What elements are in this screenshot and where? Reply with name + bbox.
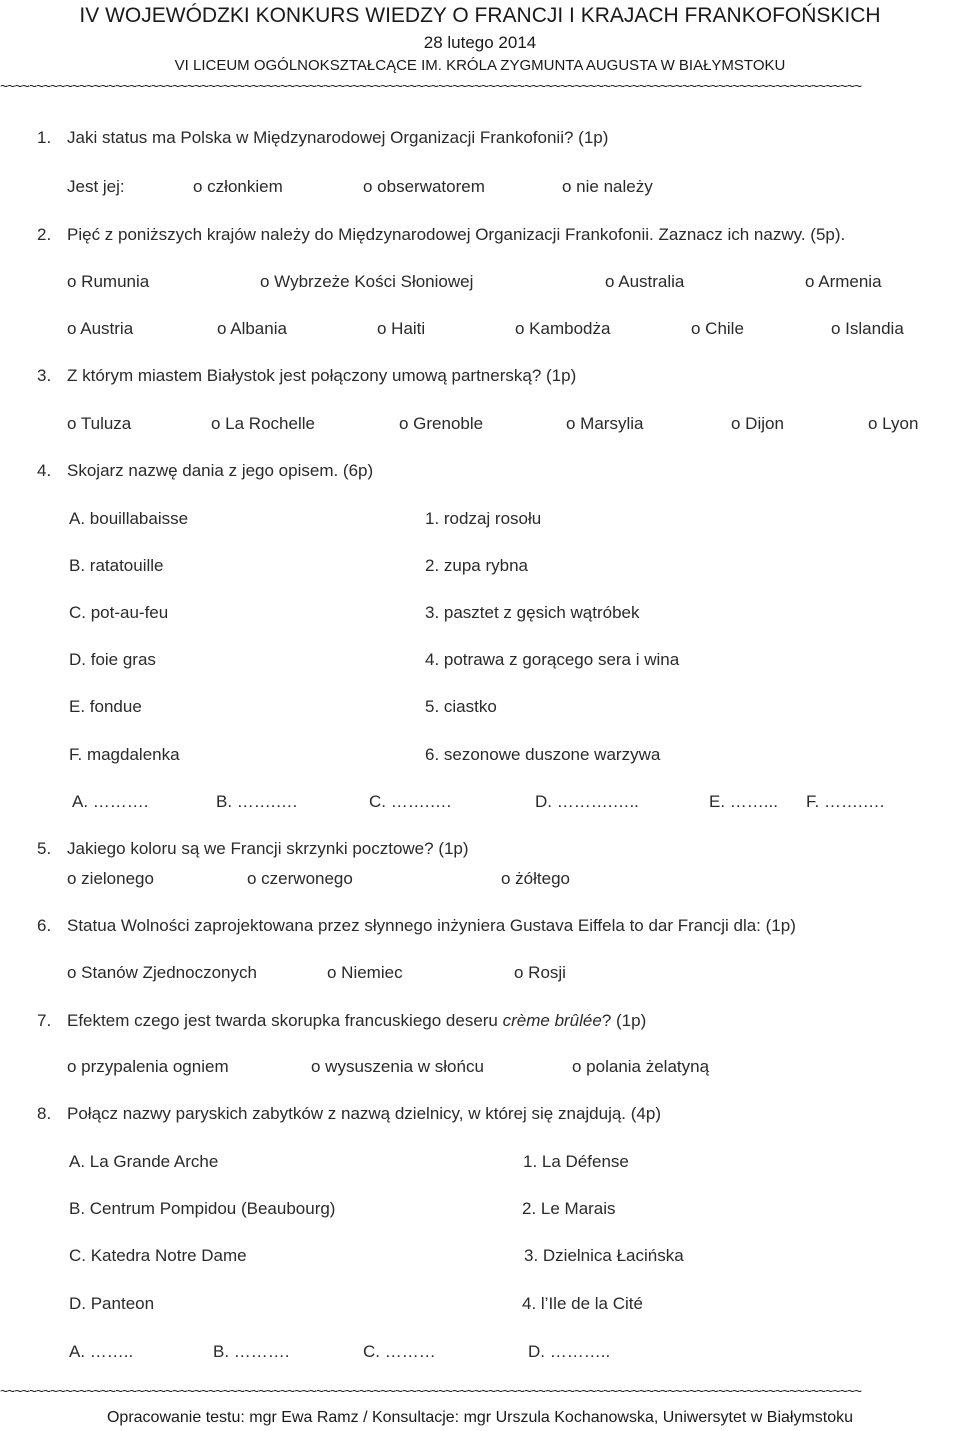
monument-name: C. Katedra Notre Dame — [69, 1246, 247, 1265]
q5-option-yellow[interactable]: o żółtego — [501, 869, 570, 888]
q1-option-not-member[interactable]: o nie należy — [562, 177, 653, 196]
q2-option-chile[interactable]: o Chile — [691, 319, 744, 338]
question-7-text-end: ? (1p) — [601, 1011, 647, 1030]
answer-blank[interactable]: C. ……… — [363, 1342, 436, 1361]
district-name: 4. l’Ile de la Cité — [522, 1294, 643, 1313]
q6-option-germany[interactable]: o Niemiec — [327, 963, 403, 982]
dish-description: 6. sezonowe duszone warzywa — [425, 745, 661, 764]
question-3-text: Z którym miastem Białystok jest połączony umową partnerską? (1p) — [67, 366, 577, 385]
footer-credits: Opracowanie testu: mgr Ewa Ramz / Konsultacje: mgr Urszula Kochanowska, Uniwersytet w Białymstoku — [106, 1409, 854, 1426]
dish-name: F. magdalenka — [69, 745, 180, 764]
monument-name: B. Centrum Pompidou (Beaubourg) — [69, 1199, 336, 1218]
q3-option-tuluza[interactable]: o Tuluza — [67, 414, 132, 433]
header-divider: ~~~~~~~~~~~~~~~~~~~~~~~~~~~~~~~~~~~~~~~~~~~~~~~~~~~~~~~~~~~~~~~~~~~~~~~~~~~~~~~~~~~~~~~~~~~~~~~~~~~~~~~~~~~~~~~~~~~~~~~~ — [0, 80, 862, 92]
answer-blank[interactable]: A. …….. — [69, 1342, 134, 1361]
dish-description: 5. ciastko — [425, 697, 497, 716]
q7-option-burning[interactable]: o przypalenia ogniem — [67, 1057, 229, 1076]
question-2-text: Pięć z poniższych krajów należy do Międzynarodowej Organizacji Frankofonii. Zaznacz ich nazwy. (5p). — [67, 225, 846, 244]
question-number: 1. — [37, 128, 52, 147]
monument-name: A. La Grande Arche — [69, 1152, 219, 1171]
q7-option-sun-drying[interactable]: o wysuszenia w słońcu — [311, 1057, 484, 1076]
question-number: 2. — [37, 225, 52, 244]
q1-option-observer[interactable]: o obserwatorem — [363, 177, 485, 196]
district-name: 3. Dzielnica Łacińska — [524, 1246, 684, 1265]
q2-option-australia[interactable]: o Australia — [605, 272, 685, 291]
question-number: 7. — [37, 1011, 52, 1030]
answer-blank[interactable]: B. …….…. — [216, 792, 298, 811]
question-4-text: Skojarz nazwę dania z jego opisem. (6p) — [67, 461, 374, 480]
q1-option-member[interactable]: o członkiem — [193, 177, 283, 196]
q6-option-russia[interactable]: o Rosji — [514, 963, 566, 982]
district-name: 1. La Défense — [523, 1152, 629, 1171]
answer-blank[interactable]: C. …….…. — [369, 792, 452, 811]
q2-option-kambodza[interactable]: o Kambodża — [515, 319, 611, 338]
question-1-text: Jaki status ma Polska w Międzynarodowej Organizacji Frankofonii? (1p) — [67, 128, 609, 147]
q5-option-red[interactable]: o czerwonego — [247, 869, 353, 888]
dish-name: E. fondue — [69, 697, 142, 716]
q2-option-islandia[interactable]: o Islandia — [831, 319, 904, 338]
q2-option-rumunia[interactable]: o Rumunia — [67, 272, 150, 291]
q2-option-haiti[interactable]: o Haiti — [377, 319, 426, 338]
question-8-text: Połącz nazwy paryskich zabytków z nazwą dzielnicy, w której się znajdują. (4p) — [67, 1104, 661, 1123]
answer-blank[interactable]: D. ……….….. — [535, 792, 639, 811]
question-number: 3. — [37, 366, 52, 385]
question-number: 5. — [37, 839, 52, 858]
contest-date: 28 lutego 2014 — [423, 33, 537, 52]
monument-name: D. Panteon — [69, 1294, 155, 1313]
question-1-prefix: Jest jej: — [67, 177, 125, 196]
q7-option-gelatin[interactable]: o polania żelatyną — [572, 1057, 710, 1076]
contest-title: IV WOJEWÓDZKI KONKURS WIEDZY O FRANCJI I KRAJACH FRANKOFOŃSKICH — [79, 4, 881, 27]
question-7-text-start: Efektem czego jest twarda skorupka francuskiego deseru — [67, 1011, 503, 1030]
answer-blank[interactable]: D. ……….. — [528, 1342, 611, 1361]
dish-name: A. bouillabaisse — [69, 509, 189, 528]
question-number: 8. — [37, 1104, 52, 1123]
q3-option-la-rochelle[interactable]: o La Rochelle — [211, 414, 315, 433]
dish-description: 2. zupa rybna — [425, 556, 529, 575]
q3-option-marsylia[interactable]: o Marsylia — [566, 414, 644, 433]
dish-description: 3. pasztet z gęsich wątróbek — [425, 603, 640, 622]
answer-blank[interactable]: B. ………. — [213, 1342, 290, 1361]
footer-divider: ~~~~~~~~~~~~~~~~~~~~~~~~~~~~~~~~~~~~~~~~~~~~~~~~~~~~~~~~~~~~~~~~~~~~~~~~~~~~~~~~~~~~~~~~~~~~~~~~~~~~~~~~~~~~~~~~~~~~~~~~ — [0, 1385, 862, 1397]
q2-option-armenia[interactable]: o Armenia — [805, 272, 882, 291]
q3-option-grenoble[interactable]: o Grenoble — [399, 414, 484, 433]
question-7-text — [67, 1011, 646, 1031]
q2-option-austria[interactable]: o Austria — [67, 319, 134, 338]
q3-option-dijon[interactable]: o Dijon — [731, 414, 784, 433]
question-number: 6. — [37, 916, 52, 935]
q5-option-green[interactable]: o zielonego — [67, 869, 154, 888]
dish-name: B. ratatouille — [69, 556, 164, 575]
answer-blank[interactable]: E. ……... — [709, 792, 778, 811]
q2-option-wybrzeze[interactable]: o Wybrzeże Kości Słoniowej — [260, 272, 474, 291]
q2-option-albania[interactable]: o Albania — [217, 319, 287, 338]
question-number: 4. — [37, 461, 52, 480]
q6-option-usa[interactable]: o Stanów Zjednoczonych — [67, 963, 257, 982]
school-name: VI LICEUM OGÓLNOKSZTAŁCĄCE IM. KRÓLA ZYGMUNTA AUGUSTA W BIAŁYMSTOKU — [174, 57, 786, 74]
dish-name: D. foie gras — [69, 650, 156, 669]
dish-description: 1. rodzaj rosołu — [425, 509, 542, 528]
answer-blank[interactable]: F. …….…. — [806, 792, 885, 811]
district-name: 2. Le Marais — [522, 1199, 616, 1218]
question-5-text: Jakiego koloru są we Francji skrzynki pocztowe? (1p) — [67, 839, 469, 858]
dish-description: 4. potrawa z gorącego sera i wina — [425, 650, 680, 669]
question-6-text: Statua Wolności zaprojektowana przez słynnego inżyniera Gustava Eiffela to dar Francji dla: (1p) — [67, 916, 796, 935]
answer-blank[interactable]: A. ………. — [72, 792, 149, 811]
dessert-name: crème brûlée — [502, 1011, 602, 1030]
q3-option-lyon[interactable]: o Lyon — [868, 414, 919, 433]
dish-name: C. pot-au-feu — [69, 603, 169, 622]
